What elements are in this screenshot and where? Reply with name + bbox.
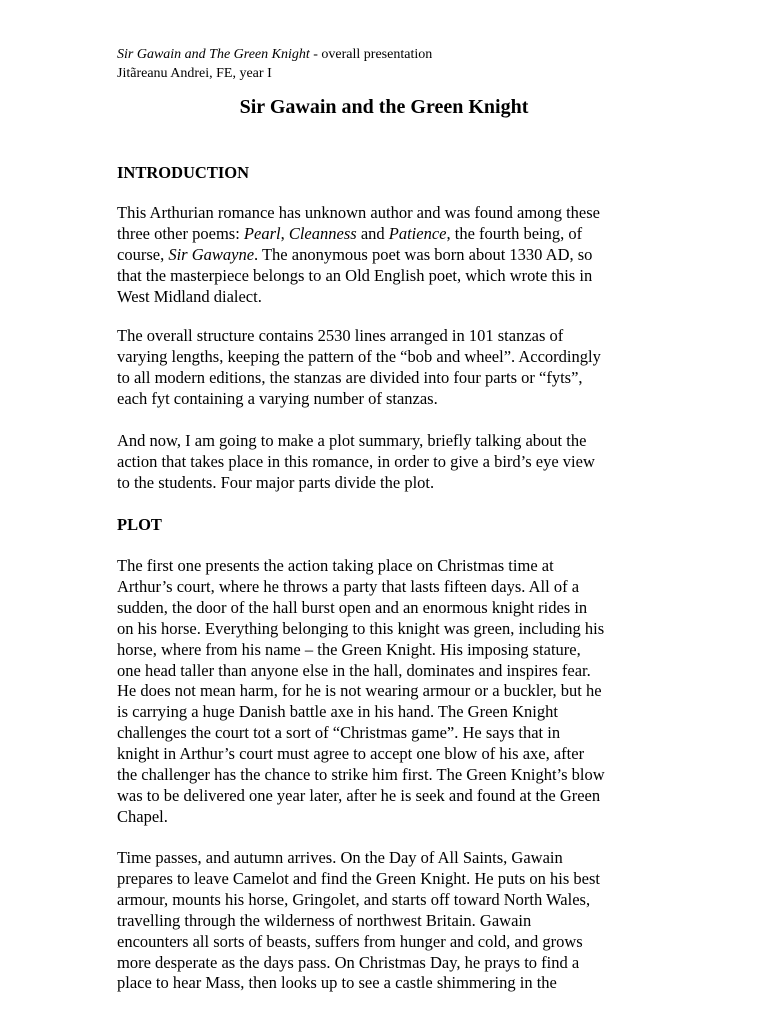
section-heading-plot: PLOT — [117, 515, 162, 534]
text-run: and — [356, 223, 389, 243]
paragraph-line: horse, where from his name – the Green Knight. His imposing stature, — [117, 639, 581, 659]
paragraph-line: knight in Arthur’s court must agree to accept one blow of his axe, after — [117, 744, 585, 764]
paragraph-line: Chapel. — [117, 806, 168, 826]
paragraph-line: varying lengths, keeping the pattern of the “bob and wheel”. Accordingly — [117, 346, 601, 366]
poem-title-patience: Patience — [388, 223, 447, 243]
poem-title-cleanness: Cleanness — [288, 223, 357, 243]
paragraph-line: more desperate as the days pass. On Christmas Day, he prays to find a — [117, 952, 580, 972]
paragraph-line: This Arthurian romance has unknown author and was found among these — [117, 203, 600, 222]
text-run: . The anonymous poet was born about 1330 AD, so — [254, 244, 593, 264]
introduction-paragraph-2 — [117, 326, 601, 410]
text-run: three other poems: — [117, 223, 244, 243]
paragraph-line: Time passes, and autumn arrives. On the Day of All Saints, Gawain — [117, 848, 563, 867]
text-run: course, — [117, 244, 169, 264]
paragraph-line: And now, I am going to make a plot summary, briefly talking about the — [117, 431, 587, 450]
paragraph-line: travelling through the wilderness of northwest Britain. Gawain — [117, 910, 532, 930]
paragraph-line: sudden, the door of the hall burst open and an enormous knight rides in — [117, 597, 588, 617]
running-header-author: Jitãreanu Andrei, FE, year I — [117, 66, 272, 81]
paragraph-line: The first one presents the action taking place on Christmas time at — [117, 556, 554, 575]
introduction-paragraph-1 — [117, 203, 600, 308]
poem-title-pearl: Pearl — [243, 223, 281, 243]
paragraph-line — [117, 224, 600, 245]
paragraph-line: The overall structure contains 2530 lines arranged in 101 stanzas of — [117, 326, 564, 345]
paragraph-line — [117, 245, 600, 266]
paragraph-line: Arthur’s court, where he throws a party that lasts fifteen days. All of a — [117, 576, 580, 596]
introduction-paragraph-3 — [117, 431, 595, 494]
plot-paragraph-2 — [117, 848, 600, 994]
header-subtitle: - overall presentation — [309, 47, 433, 62]
section-heading-introduction: INTRODUCTION — [117, 163, 250, 182]
header-work-title: Sir Gawain and The Green Knight — [117, 47, 310, 62]
paragraph-line: is carrying a huge Danish battle axe in his hand. The Green Knight — [117, 702, 558, 722]
paragraph-line: the challenger has the chance to strike him first. The Green Knight’s blow — [117, 765, 605, 785]
paragraph-line: encounters all sorts of beasts, suffers from hunger and cold, and grows — [117, 931, 583, 951]
paragraph-line: He does not mean harm, for he is not wearing armour or a buckler, but he — [117, 681, 602, 701]
paragraph-line: was to be delivered one year later, after he is seek and found at the Green — [117, 785, 601, 805]
paragraph-line: armour, mounts his horse, Gringolet, and starts off toward North Wales, — [117, 889, 591, 909]
paragraph-line: to all modern editions, the stanzas are divided into four parts or “fyts”, — [117, 367, 583, 387]
paragraph-line: that the masterpiece belongs to an Old English poet, which wrote this in — [117, 265, 593, 285]
page-title: Sir Gawain and the Green Knight — [239, 96, 529, 118]
paragraph-line: West Midland dialect. — [117, 286, 262, 306]
running-header-title — [117, 46, 432, 63]
paragraph-line: one head taller than anyone else in the hall, dominates and inspires fear. — [117, 660, 591, 680]
paragraph-line: challenges the court tot a sort of “Christmas game”. He says that in — [117, 723, 561, 743]
paragraph-line: place to hear Mass, then looks up to see a castle shimmering in the — [117, 973, 557, 993]
poem-title-sir-gawayne: Sir Gawayne — [168, 244, 255, 264]
text-run: , — [280, 223, 289, 243]
paragraph-line: action that takes place in this romance, in order to give a bird’s eye view — [117, 451, 595, 471]
paragraph-line: prepares to leave Camelot and find the Green Knight. He puts on his best — [117, 868, 600, 888]
paragraph-line: on his horse. Everything belonging to this knight was green, including his — [117, 618, 605, 638]
paragraph-line: to the students. Four major parts divide the plot. — [117, 472, 435, 492]
plot-paragraph-1 — [117, 556, 605, 828]
text-run: , the fourth being, of — [446, 223, 583, 243]
paragraph-line: each fyt containing a varying number of stanzas. — [117, 388, 438, 408]
